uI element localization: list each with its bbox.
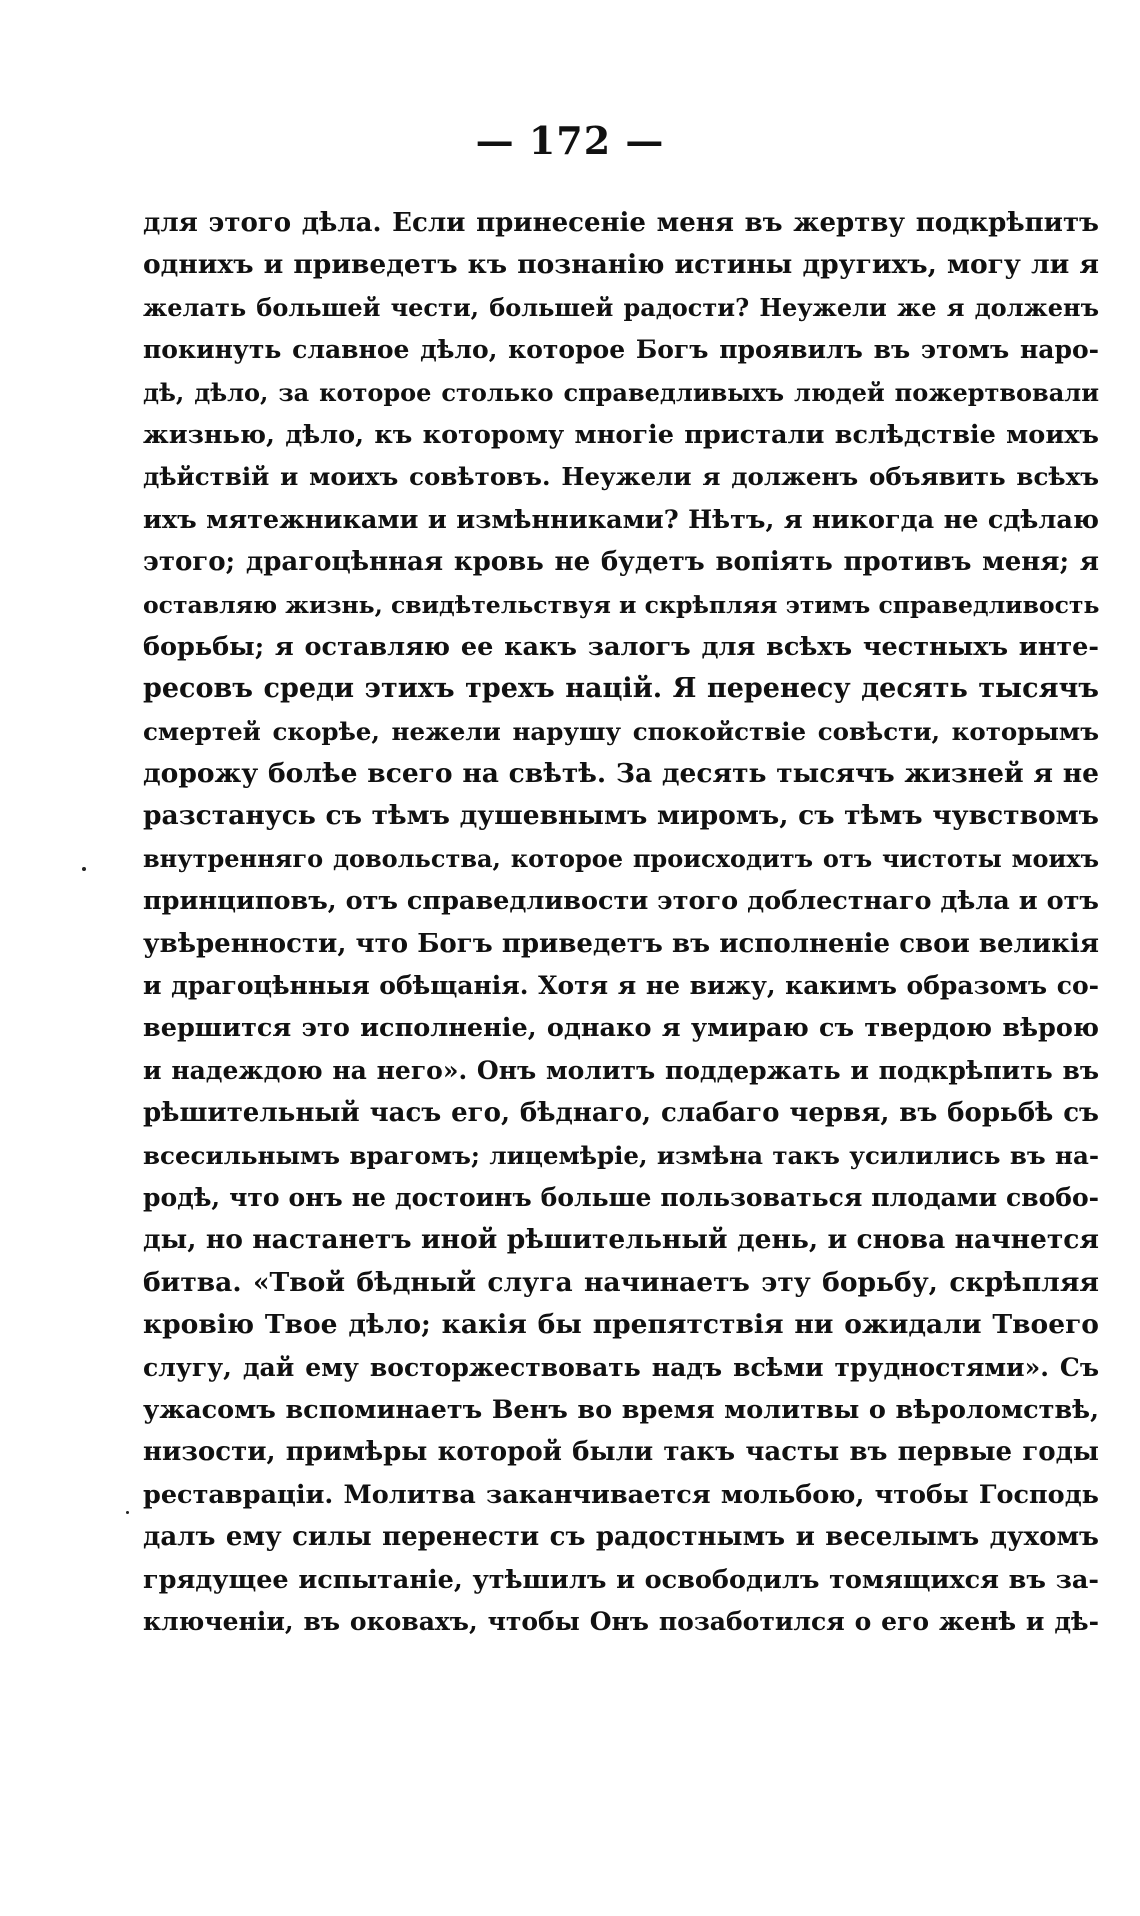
text-line: ресовъ среди этихъ трехъ націй. Я перенесу десять тысячъ <box>143 673 1099 705</box>
text-line: грядущее испытаніе, утѣшилъ и освободилъ томящихся въ за- <box>143 1564 1099 1595</box>
text-line: этого; драгоцѣнная кровь не будетъ вопіять противъ меня; я <box>143 547 1099 578</box>
text-line: покинуть славное дѣло, которое Богъ проявилъ въ этомъ наро- <box>143 335 1099 365</box>
text-line: реставраціи. Молитва заканчивается мольбою, чтобы Господь <box>143 1479 1099 1510</box>
text-line: дорожу болѣе всего на свѣтѣ. За десять тысячъ жизней я не <box>143 758 1099 790</box>
text-line: увѣренности, что Богъ приведетъ въ исполненіе свои великія <box>143 928 1099 959</box>
text-line: вершится это исполненіе, однако я умираю съ твердою вѣрою <box>143 1013 1099 1044</box>
body-text <box>143 202 1099 1643</box>
margin-speck <box>82 867 86 871</box>
margin-speck <box>126 1511 129 1514</box>
text-line: однихъ и приведетъ къ познанію истины другихъ, могу ли я <box>143 249 1099 281</box>
text-line: всесильнымъ врагомъ; лицемѣріе, измѣна такъ усилились въ на- <box>143 1140 1099 1170</box>
text-line: слугу, дай ему восторжествовать надъ всѣми трудностями». Съ <box>143 1352 1099 1382</box>
text-line: дѣ, дѣло, за которое столько справедливыхъ людей пожертвовали <box>143 377 1099 407</box>
text-line: оставляю жизнь, свидѣтельствуя и скрѣпляя этимъ справедливость <box>143 590 1099 619</box>
text-line: дѣйствій и моихъ совѣтовъ. Неужели я долженъ объявить всѣхъ <box>143 462 1099 492</box>
page-number: — 172 — <box>475 118 665 163</box>
text-line: жизнью, дѣло, къ которому многіе пристали вслѣдствіе моихъ <box>143 419 1099 450</box>
text-line: для этого дѣла. Если принесеніе меня въ жертву подкрѣпитъ <box>143 208 1099 238</box>
text-line: кровію Твое дѣло; какія бы препятствія ни ожидали Твоего <box>143 1309 1099 1341</box>
text-line: желать большей чести, большей радости? Неужели же я долженъ <box>143 292 1099 322</box>
text-line: разстанусь съ тѣмъ душевнымъ миромъ, съ тѣмъ чувствомъ <box>143 800 1099 832</box>
text-line: внутренняго довольства, которое происходитъ отъ чистоты моихъ <box>143 843 1099 873</box>
text-line: борьбы; я оставляю ее какъ залогъ для всѣхъ честныхъ инте- <box>143 631 1099 662</box>
text-line: ды, но настанетъ иной рѣшительный день, и снова начнется <box>143 1224 1099 1256</box>
text-line: ужасомъ вспоминаетъ Венъ во время молитвы о вѣроломствѣ, <box>143 1394 1099 1425</box>
text-line: смертей скорѣе, нежели нарушу спокойствіе совѣсти, которымъ <box>143 716 1099 746</box>
text-line: рѣшительный часъ его, бѣднаго, слабаго червя, въ борьбѣ съ <box>143 1098 1099 1129</box>
text-line: низости, примѣры которой были такъ часты въ первые годы <box>143 1437 1099 1468</box>
text-line: принциповъ, отъ справедливости этого доблестнаго дѣла и отъ <box>143 886 1099 917</box>
text-line: ихъ мятежниками и измѣнниками? Нѣтъ, я никогда не сдѣлаю <box>143 504 1099 535</box>
text-line: ключеніи, въ оковахъ, чтобы Онъ позаботился о его женѣ и дѣ- <box>143 1606 1099 1636</box>
text-line: и драгоцѣнныя обѣщанія. Хотя я не вижу, какимъ образомъ со- <box>143 971 1099 1001</box>
text-line: родѣ, что онъ не достоинъ больше пользоваться плодами свобо- <box>143 1182 1099 1212</box>
text-line: далъ ему силы перенести съ радостнымъ и веселымъ духомъ <box>143 1522 1099 1553</box>
text-line: и надеждою на него». Онъ молитъ поддержать и подкрѣпить въ <box>143 1055 1099 1085</box>
text-line: битва. «Твой бѣдный слуга начинаетъ эту борьбу, скрѣпляя <box>143 1266 1099 1298</box>
